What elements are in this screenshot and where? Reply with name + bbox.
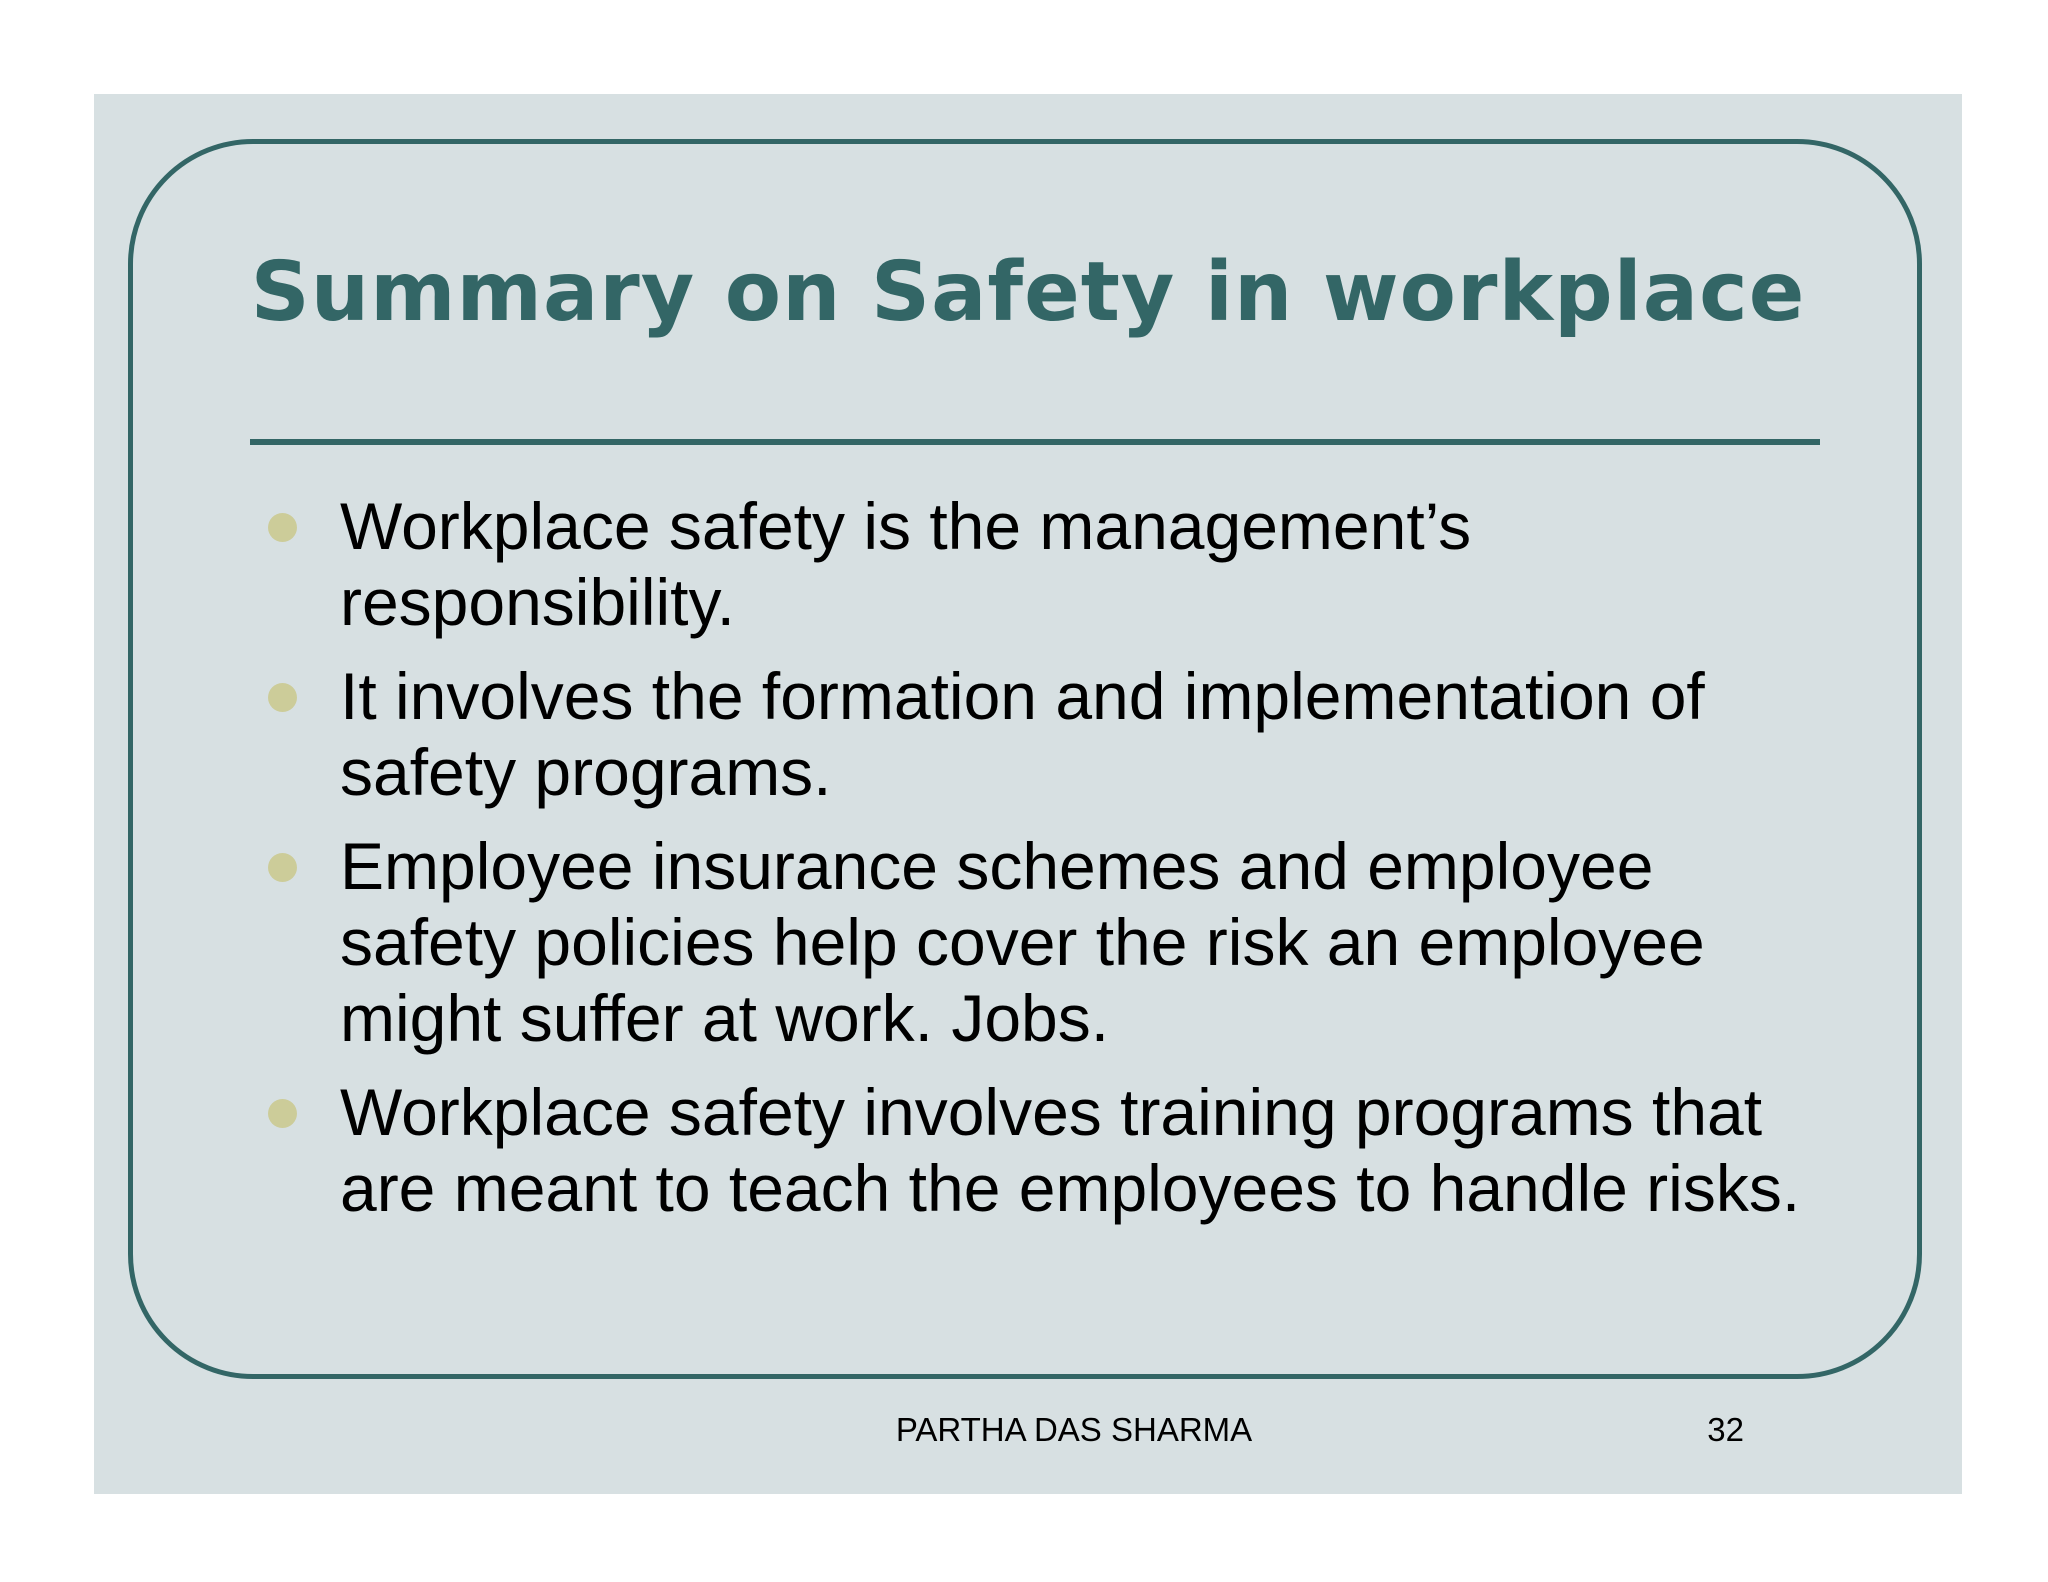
bullet-dot-icon: [268, 1099, 297, 1128]
bullet-item: [254, 488, 1834, 640]
footer-author: PARTHA DAS SHARMA: [895, 1411, 1253, 1448]
bullet-list: [254, 488, 1834, 1244]
bullet-text: Workplace safety involves training programs that are meant to teach the employees to handle risks.: [340, 1075, 1801, 1225]
bullet-text: Employee insurance schemes and employee safety policies help cover the risk an employee might suffer at work. Jobs.: [340, 829, 1705, 1055]
slide: [94, 94, 1962, 1494]
bullet-item: [254, 658, 1834, 810]
bullet-text: Workplace safety is the management’s responsibility.: [340, 489, 1472, 639]
bullet-dot-icon: [268, 853, 297, 882]
bullet-text: It involves the formation and implementation of safety programs.: [340, 659, 1705, 809]
bullet-item: [254, 1074, 1834, 1226]
title-divider: [250, 439, 1820, 445]
slide-title: Summary on Safety in workplace: [250, 245, 1806, 340]
bullet-item: [254, 828, 1834, 1056]
bullet-dot-icon: [268, 513, 297, 542]
bullet-dot-icon: [268, 683, 297, 712]
page-number: 32: [1707, 1411, 1744, 1448]
